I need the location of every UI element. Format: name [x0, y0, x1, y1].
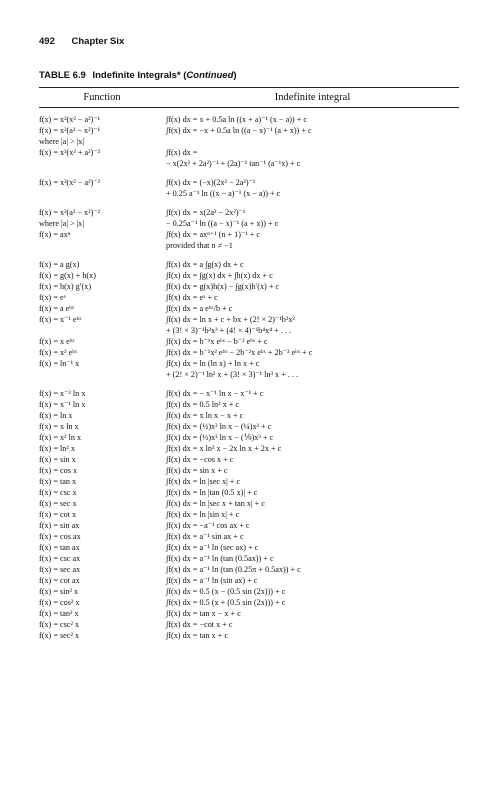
table-row: [39, 630, 469, 641]
integral-cell: ∫f(x) dx = a ∫g(x) dx + c: [166, 260, 244, 269]
table-row: [39, 520, 469, 531]
integral-table-body: [39, 114, 469, 641]
table-row: [39, 207, 469, 218]
table-row: [39, 487, 469, 498]
function-cell: f(x) = sin x: [39, 455, 76, 464]
function-cell: f(x) = sec x: [39, 499, 77, 508]
table-row: [39, 147, 469, 158]
function-cell: f(x) = ln⁻¹ x: [39, 359, 80, 368]
integral-cell: ∫f(x) dx = a⁻¹ ln (tan (0.25π + 0.5ax)) + c: [166, 565, 301, 574]
integral-cell: ∫f(x) dx = tan x − x + c: [166, 609, 241, 618]
integral-cell: ∫f(x) dx = 0.5 ln² x + c: [166, 400, 240, 409]
function-cell: f(x) = cos ax: [39, 532, 81, 541]
integral-cell: ∫f(x) dx = b⁻¹x² eᵇˣ − 2b⁻²x eᵇˣ + 2b⁻³ eᵇˣ + c: [166, 348, 313, 357]
function-cell: [39, 158, 166, 169]
integral-cell: ∫f(x) dx = x + 0.5a ln ((x + a)⁻¹ (x − a)) + c: [166, 115, 308, 124]
function-cell: f(x) = x⁻¹ eᵇˣ: [39, 315, 82, 324]
integral-cell: ∫f(x) dx = eˣ + c: [166, 293, 218, 302]
function-cell: f(x) = a g(x): [39, 260, 80, 269]
integral-cell: ∫f(x) dx = −cot x + c: [166, 620, 233, 629]
integral-cell: + 0.25 a⁻¹ ln ((x − a)⁻¹ (x − a)) + c: [166, 189, 281, 198]
table-row: [39, 259, 469, 270]
table-row: [39, 336, 469, 347]
function-cell: f(x) = cot x: [39, 510, 77, 519]
function-cell: f(x) = x² ln x: [39, 433, 82, 442]
table-row: [39, 509, 469, 520]
chapter-title: Chapter Six: [71, 36, 125, 47]
table-label: TABLE 6.9: [39, 70, 86, 81]
table-row: [39, 177, 469, 188]
integral-cell: − 0.25a⁻¹ ln ((a − x)⁻¹ (a + x)) + c: [166, 219, 279, 228]
function-cell: f(x) = x²(x² − a²)⁻²: [39, 178, 101, 187]
function-cell: f(x) = a eᵇˣ: [39, 304, 75, 313]
function-cell: f(x) = tan ax: [39, 543, 80, 552]
function-cell: f(x) = x²(x² + a²)⁻²: [39, 148, 101, 157]
table-row: [39, 158, 469, 169]
integral-cell: − x(2x² + 2a²)⁻¹ + (2a)⁻¹ tan⁻¹ (a⁻¹x) + c: [166, 159, 301, 168]
integral-cell: ∫f(x) dx = ln |tan (0.5 x)| + c: [166, 488, 258, 497]
function-cell: f(x) = h(x) g′(x): [39, 282, 92, 291]
function-cell: f(x) = x eᵇˣ: [39, 337, 75, 346]
table-row: [39, 218, 469, 229]
table-row: [39, 188, 469, 199]
integral-cell: ∫f(x) dx = sin x + c: [166, 466, 228, 475]
integral-cell: ∫f(x) dx = −a⁻¹ cos ax + c: [166, 521, 250, 530]
table-row: [39, 240, 469, 251]
table-title: Indefinite Integrals* (Continued): [92, 70, 237, 81]
integral-cell: provided that n ≠ −1: [166, 241, 233, 250]
function-cell: [39, 188, 166, 199]
table-row: [39, 325, 469, 336]
table-row: [39, 410, 469, 421]
table-row: [39, 388, 469, 399]
table-row: [39, 281, 469, 292]
function-cell: f(x) = ln² x: [39, 444, 75, 453]
table-row: [39, 498, 469, 509]
table-top-rule: [39, 87, 459, 88]
integral-cell: ∫f(x) dx = g(x)h(x) − ∫g(x)h′(x) + c: [166, 282, 280, 291]
integral-cell: ∫f(x) dx = 0.5 (x − (0.5 sin (2x))) + c: [166, 587, 286, 596]
function-cell: f(x) = csc² x: [39, 620, 80, 629]
table-row: [39, 303, 469, 314]
integral-cell: ∫f(x) dx = ln |sec x| + c: [166, 477, 241, 486]
function-cell: f(x) = x²(a² − x²)⁻¹: [39, 126, 101, 135]
integral-cell: ∫f(x) dx = x ln x − x + c: [166, 411, 244, 420]
integral-cell: ∫f(x) dx = − x⁻¹ ln x − x⁻¹ + c: [166, 389, 264, 398]
table-row: [39, 454, 469, 465]
function-cell: f(x) = x ln x: [39, 422, 79, 431]
integral-cell: ∫f(x) dx = ln (ln x) + ln x + c: [166, 359, 260, 368]
table-row: [39, 443, 469, 454]
integral-cell: ∫f(x) dx = ln |sin x| + c: [166, 510, 240, 519]
integral-cell: ∫f(x) dx = a⁻¹ ln (sec ax) + c: [166, 543, 259, 552]
integral-cell: ∫f(x) dx = axⁿ⁺¹ (n + 1)⁻¹ + c: [166, 230, 261, 239]
integral-cell: ∫f(x) dx =: [166, 148, 198, 157]
table-row: [39, 114, 469, 125]
integral-cell: ∫f(x) dx = x ln² x − 2x ln x + 2x + c: [166, 444, 282, 453]
table-row: [39, 270, 469, 281]
table-row: [39, 369, 469, 380]
column-header-function: Function: [83, 92, 121, 103]
function-cell: f(x) = cot ax: [39, 576, 80, 585]
table-row: [39, 314, 469, 325]
integral-cell: ∫f(x) dx = (−x)(2x² − 2a²)⁻¹: [166, 178, 256, 187]
function-cell: f(x) = axⁿ: [39, 230, 71, 239]
table-row: [39, 619, 469, 630]
table-row: [39, 597, 469, 608]
table-row: [39, 432, 469, 443]
integral-cell: ∫f(x) dx = a⁻¹ sin ax + c: [166, 532, 244, 541]
function-cell: f(x) = eˣ: [39, 293, 66, 302]
table-header-rule: [39, 107, 459, 108]
function-cell: f(x) = cos² x: [39, 598, 80, 607]
function-cell: f(x) = cos x: [39, 466, 78, 475]
table-row: [39, 347, 469, 358]
function-cell: f(x) = sin ax: [39, 521, 80, 530]
function-cell: f(x) = csc ax: [39, 554, 81, 563]
table-caption: [39, 70, 459, 81]
column-header-integral: Indefinite integral: [274, 92, 351, 103]
integral-cell: ∫f(x) dx = b⁻¹x eᵇˣ − b⁻² eᵇˣ + c: [166, 337, 268, 346]
function-cell: [39, 240, 166, 251]
table-row: [39, 465, 469, 476]
integral-cell: ∫f(x) dx = ln |sec x + tan x| + c: [166, 499, 265, 508]
function-cell: f(x) = x⁻² ln x: [39, 389, 86, 398]
page-number: 492: [39, 36, 55, 47]
integral-cell: ∫f(x) dx = −x + 0.5a ln ((a − x)⁻¹ (a + x)) + c: [166, 126, 312, 135]
table-row: [39, 575, 469, 586]
table-row: [39, 531, 469, 542]
table-row: [39, 136, 469, 147]
integral-cell: ∫f(x) dx = 0.5 (x + (0.5 sin (2x))) + c: [166, 598, 286, 607]
integral-cell: + (2! × 2)⁻¹ ln² x + (3! × 3)⁻¹ ln³ x + . . .: [166, 370, 299, 379]
function-cell: [39, 325, 166, 336]
running-header: [39, 36, 459, 47]
integral-cell: ∫f(x) dx = (½)x² ln x − (¼)x² + c: [166, 422, 272, 431]
table-row: [39, 608, 469, 619]
function-cell: [39, 369, 166, 380]
table-row: [39, 564, 469, 575]
table-row: [39, 586, 469, 597]
integral-cell: ∫f(x) dx = ln x + c + bx + (2! × 2)⁻¹b²x²: [166, 315, 295, 324]
table-row: [39, 542, 469, 553]
function-cell: f(x) = x²(x² − a²)⁻¹: [39, 115, 101, 124]
integral-cell: + (3! × 3)⁻¹b³x³ + (4! × 4)⁻¹b⁴x⁴ + . . .: [166, 326, 292, 335]
table-row: [39, 229, 469, 240]
function-cell: where |a| > |x|: [39, 219, 85, 228]
table-row: [39, 292, 469, 303]
integral-cell: ∫f(x) dx = −cos x + c: [166, 455, 234, 464]
table-row: [39, 399, 469, 410]
function-cell: f(x) = tan² x: [39, 609, 79, 618]
function-cell: f(x) = sec ax: [39, 565, 81, 574]
table-row: [39, 421, 469, 432]
table-row: [39, 358, 469, 369]
function-cell: f(x) = sec² x: [39, 631, 80, 640]
integral-cell: ∫f(x) dx = (⅓)x³ ln x − (⅑)x³ + c: [166, 433, 274, 442]
integral-cell: ∫f(x) dx = a⁻¹ ln (tan (0.5ax)) + c: [166, 554, 274, 563]
function-cell: f(x) = x²(a² − x²)⁻²: [39, 208, 101, 217]
function-cell: f(x) = x² eᵇˣ: [39, 348, 78, 357]
function-cell: f(x) = g(x) + h(x): [39, 271, 96, 280]
integral-cell: ∫f(x) dx = a eᵇˣ/b + c: [166, 304, 233, 313]
function-cell: f(x) = ln x: [39, 411, 73, 420]
integral-cell: [166, 136, 469, 147]
integral-cell: ∫f(x) dx = tan x + c: [166, 631, 228, 640]
table-row: [39, 476, 469, 487]
function-cell: f(x) = tan x: [39, 477, 77, 486]
function-cell: f(x) = csc x: [39, 488, 77, 497]
function-cell: f(x) = sin² x: [39, 587, 79, 596]
function-cell: f(x) = x⁻¹ ln x: [39, 400, 86, 409]
function-cell: where |a| > |x|: [39, 137, 85, 146]
table-row: [39, 125, 469, 136]
integral-cell: ∫f(x) dx = a⁻¹ ln (sin ax) + c: [166, 576, 258, 585]
table-row: [39, 553, 469, 564]
integral-cell: ∫f(x) dx = ∫g(x) dx + ∫h(x) dx + c: [166, 271, 273, 280]
integral-cell: ∫f(x) dx = x(2a² − 2x²)⁻¹: [166, 208, 246, 217]
